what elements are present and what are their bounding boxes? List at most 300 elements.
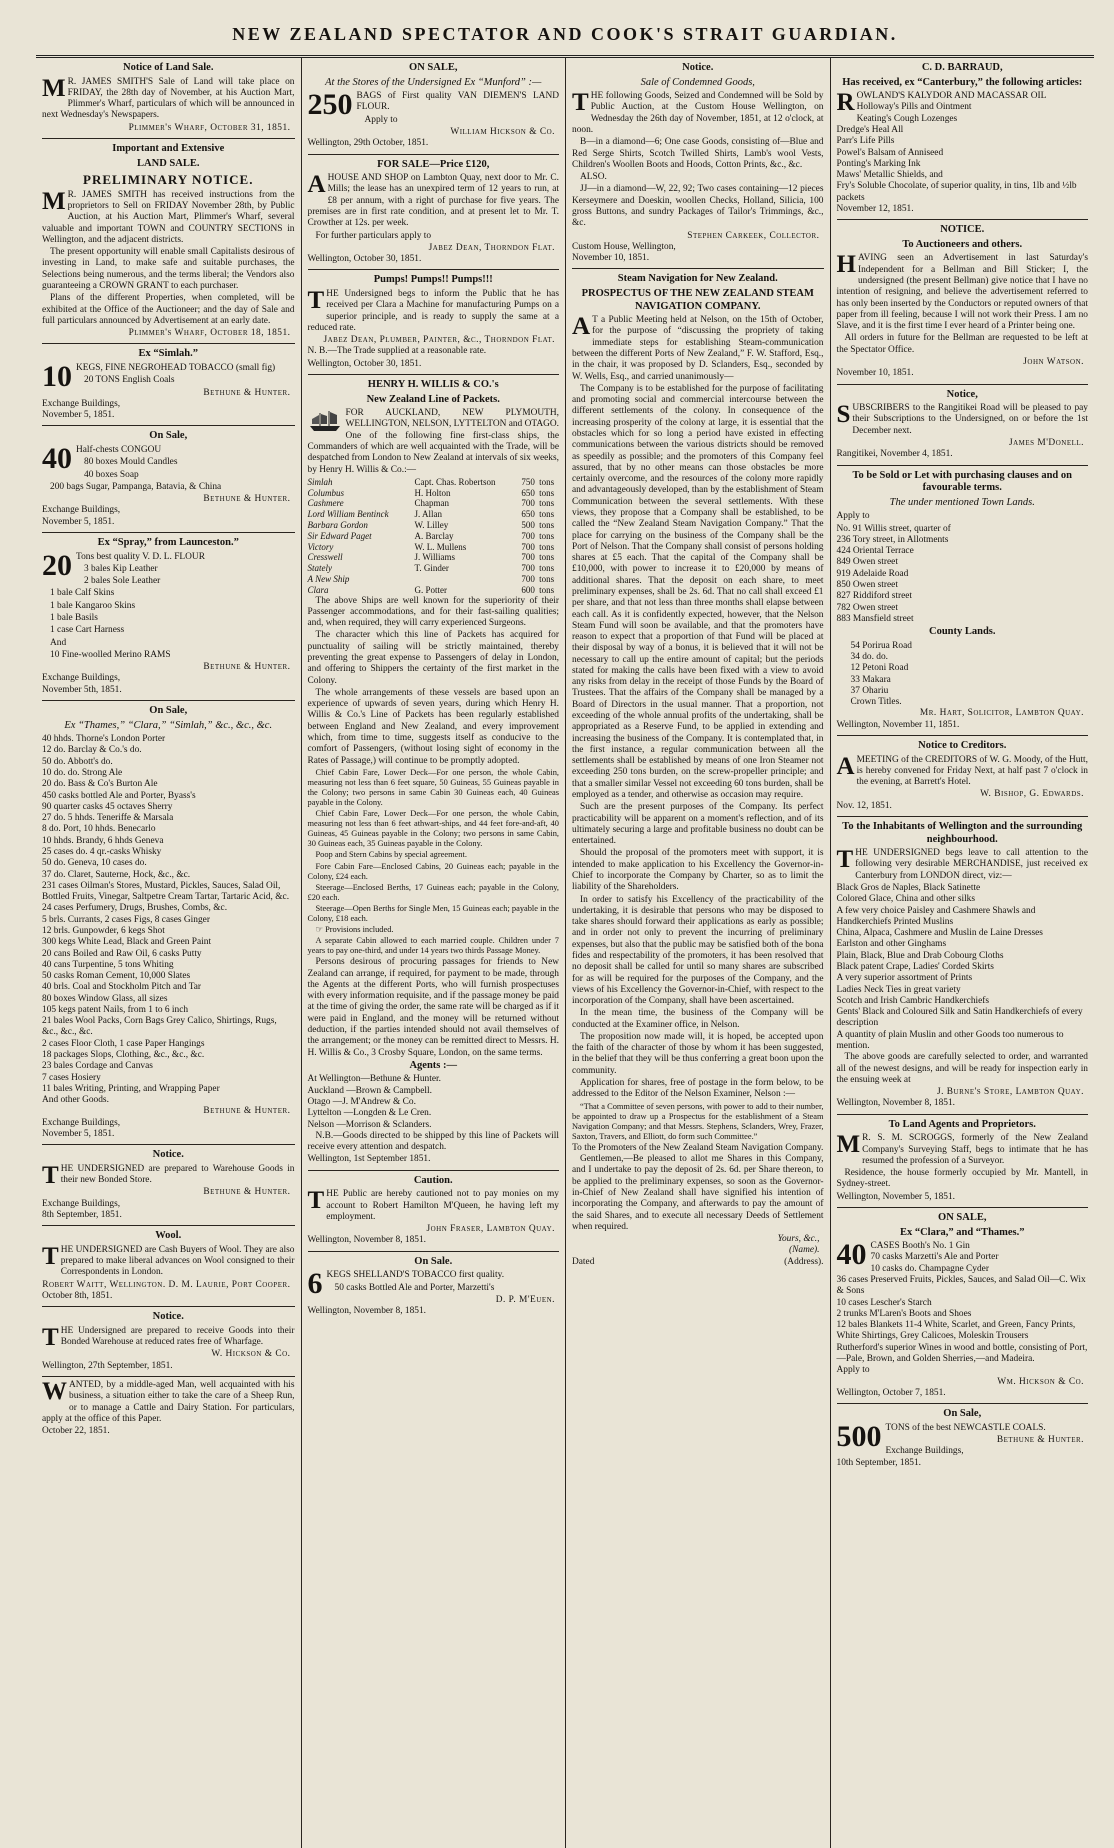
ad-list-item: Maws' Metallic Shields, and xyxy=(836,170,943,181)
ad-list-item: 10 cases Lescher's Starch xyxy=(836,1297,932,1308)
ad-paragraph: Plans of the different Properties, when completed, will be exhibited at the Office of the Auctioneer; and the day of Sale and full particulars announced by Advertisement at an early date. xyxy=(42,293,295,326)
ad-list-item: 70 casks Marzetti's Ale and Porter xyxy=(870,1252,999,1263)
ad-paragraph: B—in a diamond—6; One case Goods, consisting of—Blue and Red Serge Shirts, Scotch Twilled Shirts, Lamb's wool Vests, Children's Woollen Boots and Hoods, Cotton Prints, &c., &c. xyxy=(572,137,824,170)
ad-signature: Bethune & Hunter. xyxy=(996,1434,1084,1445)
ship-row xyxy=(308,498,560,509)
ad-dateline: 10th September, 1851. xyxy=(836,1457,922,1468)
drop-cap: A xyxy=(307,171,326,199)
ad-paragraph: 20 TONS English Coals xyxy=(84,375,175,386)
ad-dateline: Exchange Buildings, xyxy=(42,1198,121,1209)
advertisement xyxy=(837,736,1089,817)
ship-tonnage: 700 xyxy=(521,574,535,585)
ad-list-item: 24 cases Perfumery, Drugs, Brushes, Combs, &c. xyxy=(42,903,228,914)
ad-dateline: Exchange Buildings, xyxy=(42,1117,121,1128)
ad-heading: NOTICE. xyxy=(940,224,985,236)
advertisement xyxy=(42,426,295,533)
ship-tonnage: 700 xyxy=(521,530,535,541)
ship-captain: Capt. Chas. Robertson xyxy=(414,476,496,487)
ad-paragraph: Should the proposal of the promoters meet with support, it is intended to make application to his Excellency the Governor-in-Chief to incorporate the Company by Charter, so as to limit the liability of the Shareholders. xyxy=(572,848,824,893)
ad-signature: Bethune & Hunter. xyxy=(203,662,291,673)
ad-heading: Ex “Simlah.” xyxy=(138,348,198,360)
ad-quantity: 10 xyxy=(42,360,72,394)
ship-unit: tons xyxy=(539,509,555,520)
ad-quantity: 6 xyxy=(307,1267,323,1301)
ad-signature: Mr. Hart, Solicitor, Lambton Quay. xyxy=(919,708,1084,719)
drop-cap: T xyxy=(307,1187,325,1215)
advertisement xyxy=(42,1145,295,1226)
ad-list-item: 20 cans Boiled and Raw Oil, 6 casks Putty xyxy=(42,948,202,959)
ad-paragraph: FOR AUCKLAND, NEW PLYMOUTH, WELLINGTON, NELSON, LYTTELTON and OTAGO. One of the following fine first-class ships, the Commanders of which are well acquainted with the Trade, will be despatched from London to New Zealand at intervals of six weeks, by Henry H. Willis & Co.:— xyxy=(307,408,559,475)
ad-list-item: 849 Owen street xyxy=(836,557,898,568)
ad-signature: Jabez Dean, Plumber, Painter, &c., Thorndon Flat. xyxy=(323,335,555,346)
ad-list-item: A very superior assortment of Prints xyxy=(836,973,973,984)
ad-paragraph: JJ—in a diamond—W, 22, 92; Two cases containing—12 pieces Kerseymere and Doeskin, woollen Checks, Holland, Silicia, 100 gross Buttons, and sundry Packages of Tailor's Trimmings, &c., &c. xyxy=(572,184,824,229)
ship-tonnage: 700 xyxy=(521,541,535,552)
ship-row xyxy=(308,542,560,553)
advertisement xyxy=(308,1171,560,1252)
ad-paragraph: HE following Goods, Seized and Condemned will be Sold by Public Auction, at the Custom House Wellington, on Wednesday the 26th day of November, 1851, at 12 o'clock, at noon. xyxy=(572,91,824,136)
ad-signature: Wm. Hickson & Co. xyxy=(997,1376,1084,1387)
ad-paragraph: 3 bales Kip Leather xyxy=(84,563,158,574)
form-address: (Address). xyxy=(784,1256,824,1267)
ships-table xyxy=(308,477,560,596)
ad-signature: James M'Donell. xyxy=(1008,438,1084,448)
ad-list-item: 40 hhds. Thorne's London Porter xyxy=(42,734,166,745)
ad-signature: William Hickson & Co. xyxy=(450,127,555,138)
ad-heading: To be Sold or Let with purchasing clauses and on favourable terms. xyxy=(852,469,1072,494)
ad-dateline: October 22, 1851. xyxy=(42,1426,110,1437)
advertisement xyxy=(837,385,1089,466)
ad-list-item: 12 do. Barclay & Co.'s do. xyxy=(42,745,142,756)
ad-list-item: China, Alpaca, Cashmere and Muslin de Laine Dresses xyxy=(836,928,1043,939)
ad-list-item: 40 brls. Coal and Stockholm Pitch and Tar xyxy=(42,982,202,993)
drop-cap: T xyxy=(307,287,325,315)
agents-heading: Agents :— xyxy=(409,1059,458,1071)
ad-paragraph: UBSCRIBERS to the Rangitikei Road will be pleased to pay their Subscriptions to the Undersigned, on or before the 1st December next. xyxy=(852,403,1088,436)
ad-dateline: 8th September, 1851. xyxy=(42,1210,122,1220)
ad-signature: Robert Waitt, Wellington. D. M. Laurie, Port Cooper. xyxy=(42,1279,291,1290)
ship-captain: H. Holton xyxy=(414,487,451,498)
ad-list-item: 450 casks bottled Ale and Porter, Byass's xyxy=(42,790,196,801)
ad-list-item: 80 boxes Window Glass, all sizes xyxy=(42,993,168,1004)
ship-unit: tons xyxy=(539,552,555,563)
ad-list-item: 883 Mansfield street xyxy=(836,613,914,624)
advertisement xyxy=(308,270,560,375)
ad-signature: John Fraser, Lambton Quay. xyxy=(426,1224,555,1235)
ad-dateline: Wellington, October 7, 1851. xyxy=(836,1387,946,1398)
ad-heading: To the Inhabitants of Wellington and the surrounding neighbourhood. xyxy=(842,821,1083,845)
column-2 xyxy=(301,58,566,1848)
fare-line: Chief Cabin Fare, Lower Deck—For one person, the whole Cabin, measuring not less than 6 feet square, 50 Guineas, 55 Guineas payable in the Colony; two persons in same Cabin 30 Guineas each, 40 Guineas payable in the Colony. xyxy=(307,767,559,808)
ad-signature: Bethune & Hunter. xyxy=(203,1106,291,1117)
advertisement xyxy=(837,1404,1089,1473)
ad-dateline: Wellington, October 30, 1851. xyxy=(307,358,422,369)
ad-list-item: 34 do. do. xyxy=(850,652,888,663)
ad-paragraph: All orders in future for the Bellman are requested to be left at the Spectator Office. xyxy=(836,333,1088,355)
ad-list-item: 10 casks do. Champagne Cyder xyxy=(870,1263,989,1274)
ad-heading: ON SALE, xyxy=(409,62,458,73)
ad-paragraph: R. JAMES SMITH has received instructions from the proprietors to Sell on FRIDAY November 28th, by Public Auction, at his Auction Mart, Plimmer's Wharf, several valuable and important TOWN and COUNTRY SECTIONS in Wellington, and the adjacent districts. xyxy=(42,189,295,245)
ad-paragraph: For further particulars apply to xyxy=(315,230,432,241)
ad-heading: C. D. BARRAUD, xyxy=(921,62,1003,73)
ship-row xyxy=(308,477,560,488)
advertisement xyxy=(572,269,824,1272)
ad-subheading: Has received, ex “Canterbury,” the following articles: xyxy=(842,76,1083,88)
ad-list-item: 21 bales Wool Packs, Corn Bags Grey Calico, Shirtings, Rugs, &c., &c., &c. xyxy=(42,1016,277,1038)
ad-list-item: 2 trunks M'Laren's Boots and Shoes xyxy=(836,1308,972,1319)
ad-paragraph: KEGS SHELLAND'S TOBACCO first quality. xyxy=(326,1270,505,1281)
ad-paragraph: And xyxy=(50,637,67,648)
ad-subheading: County Lands. xyxy=(928,626,996,638)
ad-heading: Notice to Creditors. xyxy=(918,740,1007,751)
form-text: Gentlemen,—Be pleased to allot me Shares in this Company, and I undertake to pay the deposit of 2s. 6d. per Share thereon, to be applied to the preliminary expenses, so soon as the Governor-in-Chief of New Zealand shall have signified his intention of incorporating the Company, and afterwards to pay the amount of the said Shares, and to execute all necessary Deeds of Settlement when required. xyxy=(572,1154,824,1232)
ad-dateline: Custom House, Wellington, xyxy=(572,241,676,252)
ship-row xyxy=(308,585,560,596)
ad-paragraph: 1 bale Kangaroo Skins xyxy=(50,600,136,611)
ad-list-item: 231 cases Oilman's Stores, Mustard, Pickles, Sauces, Salad Oil, Bottled Fruits, Vinegar, Saltpetre Cream Tartar, Tartaric Acid, &c. xyxy=(42,880,290,903)
ad-signature: Stephen Carkeek, Collector. xyxy=(687,230,820,241)
ad-dateline: November 5th, 1851. xyxy=(42,684,122,695)
advertisement xyxy=(837,817,1089,1115)
ad-heading: Notice. xyxy=(682,62,714,73)
ad-list-item: 236 Tory street, in Allotments xyxy=(836,534,949,545)
ad-paragraph: HE Undersigned begs to inform the Public that he has received per Clara a Machine for manufacturing Pumps on a superior principle, and is ready to supply the same at a reduced rate. xyxy=(307,289,559,333)
columns xyxy=(36,58,1094,1848)
ad-subheading: To Auctioneers and others. xyxy=(902,238,1023,250)
ad-dateline: November 5, 1851. xyxy=(42,516,115,527)
ad-list-item: A few very choice Paisley and Cashmere Shawls and Handkerchiefs Printed Muslins xyxy=(836,905,1036,927)
sailing-ship-icon xyxy=(308,410,342,432)
ad-paragraph: The above Ships are well known for the superiority of their Passenger accommodations, and for their fast-sailing qualities; and, when required, they will carry experienced Surgeons. xyxy=(307,595,559,629)
ship-unit: tons xyxy=(539,574,555,585)
ad-signature: John Watson. xyxy=(1023,357,1084,367)
ad-list-item: Earlston and other Ginghams xyxy=(836,939,947,950)
ad-list-item: Gents' Black and Coloured Silk and Satin Handkerchiefs of every description xyxy=(836,1007,1083,1029)
ad-list-item: 7 cases Hosiery xyxy=(42,1072,101,1083)
ad-dateline: Exchange Buildings, xyxy=(42,398,121,409)
ad-paragraph: The Company is to be established for the purpose of facilitating and promoting social and commercial intercourse between the different settlements of the colony. In consequence of the increasing prosperity of the colony at large, it is essential that the obstacles which for so long a period have existed in effecting communications between the various districts should be removed as speedily as possible; and the promoters of this Company feel assured, that by no other means can those obstacles be more certainly overcome, and the resources of the colony more rapidly and advantageously developed, than by the establishment of Steam Communication between the several settlements. With these views, they propose that a Company shall be established, to be called the “New Zealand Steam Navigation Company.” That the place for carrying on the business of the Company shall be the Port of Nelson. That the Company shall consist of persons holding shares at £5 each. That the capital of the Company shall be £10,000, with power to increase it to £20,000 by means of additional shares. That the deposit on each share, to meet preliminary expenses, shall be 2s. 6d. That no call shall exceed £1 per share, and that not less than three months shall elapse between each call. As it is confidently expected, however, that the Nelson Steam Fund will soon be available, and that the promoters have reason to expect that a proportion of that Fund will be placed at their disposal by way of a bonus, it is believed that it will not be necessary to call up the entire amount of capital; but the periods stated for making the calls have been fixed with a view to avoid any risks from delay in the receipt of those Funds by the Board of Trustees. That the affairs of the Company shall be managed by a Board of Directors in the usual manner. That a proportion, not exceeding of the whole annual profits of the undertaking, shall be appropriated as a Reserve Fund, to be applied in extending and increasing the business of the Company. It is contemplated that, in the first instance, a regular communication between all the settlements shall be established by means of one Iron Steamer not exceeding 250 tons burden, on the screw-propeller principle; and that a smaller similar Vessel not exceeding 60 tons burden, shall be employed as a tender, and otherwise as occasion may require. xyxy=(572,383,824,800)
ad-list-item: Colored Glace, China and other silks xyxy=(836,894,976,905)
ad-dateline: Wellington, November 11, 1851. xyxy=(836,719,960,730)
ship-unit: tons xyxy=(539,476,555,487)
ad-paragraph: Apply to xyxy=(364,114,398,125)
advertisement xyxy=(837,1115,1089,1208)
advertisement xyxy=(42,1226,295,1307)
ad-list-item: OWLAND'S KALYDOR AND MACASSAR OIL xyxy=(856,91,1047,102)
ship-unit: tons xyxy=(539,563,555,574)
drop-cap: A xyxy=(836,752,855,780)
ad-list-item: 50 do. Abbott's do. xyxy=(42,756,113,767)
ad-dateline: Wellington, October 30, 1851. xyxy=(307,254,422,265)
ad-paragraph: The present opportunity will enable small Capitalists desirous of investing in Land, to make safe and suitable purchases, the Selections being numerous, and the terms liberal; the Vendors also guaranteeing a CROWN GRANT to each purchaser. xyxy=(42,247,295,292)
ship-unit: tons xyxy=(539,541,555,552)
advertisement xyxy=(837,220,1089,384)
ad-quote: “That a Committee of seven persons, with power to add to their number, be appointed to draw up a Prospectus for the establishment of a Steam Navigation Company; and that Messrs. Stephens, Sclanders, Wrey, Frazer, Saxton, Travers, and Elliott, do form such Committee.” xyxy=(572,1101,824,1141)
ad-dateline: Wellington, November 8, 1851. xyxy=(836,1098,955,1109)
ad-heading: Caution. xyxy=(413,1174,453,1186)
advertisement xyxy=(308,375,560,1171)
ad-list-item: 12 brls. Gunpowder, 6 kegs Shot xyxy=(42,925,165,936)
ad-signature: J. Burne's Store, Lambton Quay. xyxy=(936,1087,1084,1098)
ad-signature: Bethune & Hunter. xyxy=(203,387,291,398)
ad-dateline: November 10, 1851. xyxy=(572,253,650,264)
ad-list-item: 23 bales Cordage and Canvas xyxy=(42,1061,153,1072)
advertisement xyxy=(42,58,295,139)
ad-list-item: 105 kegs patent Nails, from 1 to 6 inch xyxy=(42,1004,189,1015)
advertisement xyxy=(308,155,560,271)
ad-paragraph: The above goods are carefully selected to order, and warranted all of the newest designs, and will be ready for inspection early in the ensuing week at xyxy=(836,1052,1088,1085)
ad-paragraph: Tons best quality V. D. L. FLOUR xyxy=(76,551,205,562)
ship-row xyxy=(308,531,560,542)
ship-unit: tons xyxy=(539,498,555,509)
ad-list-item: 40 cans Turpentine, 5 tons Whiting xyxy=(42,959,174,970)
ad-list-item: 37 do. Claret, Sauterne, Hock, &c., &c. xyxy=(42,869,191,880)
ad-list-item: 50 casks Roman Cement, 10,000 Slates xyxy=(42,971,191,982)
ad-list-item: 36 cases Preserved Fruits, Pickles, Sauces, and Salad Oil—C. Wix & Sons xyxy=(836,1274,1086,1297)
ad-heading: On Sale, xyxy=(149,704,188,716)
advertisement xyxy=(308,1252,560,1322)
fare-line: Fore Cabin Fare—Enclosed Cabins, 20 Guineas each; payable in the Colony, £24 each. xyxy=(307,861,559,881)
ad-list-item: 424 Oriental Terrace xyxy=(836,546,914,557)
ad-heading: Important and Extensive xyxy=(112,143,225,154)
ad-paragraph: R. JAMES SMITH'S Sale of Land will take place on FRIDAY, the 28th day of November, at his Auction Mart, Plimmer's Wharf, particulars of which will be announced in next Wednesday's Newspapers. xyxy=(42,76,295,121)
agent-line: Lyttelton —Longden & Le Cren. xyxy=(307,1108,432,1119)
ad-list-item: Ladies Neck Ties in great variety xyxy=(836,984,961,995)
advertisement xyxy=(42,344,295,426)
ad-subheading: New Zealand Line of Packets. xyxy=(366,393,500,405)
ad-list-item: A quantity of plain Muslin and other Goods too numerous to mention. xyxy=(836,1029,1064,1051)
ad-paragraph: R. S. M. SCROGGS, formerly of the New Zealand Company's Surveying Staff, begs to intimate that he has resumed the profession of a Surveyor. xyxy=(862,1133,1088,1166)
fare-line: Steerage—Open Berths for Single Men, 15 Guineas each; payable in the Colony, £18 each. xyxy=(307,903,559,923)
ad-paragraph: Such are the present purposes of the Company. Its perfect practicability will be apparent on a moment's reflection, and of its ultimately securing a large and profitable business no doubt can be entertained. xyxy=(572,802,824,847)
drop-cap: R xyxy=(836,89,855,117)
ad-list-item: 827 Riddiford street xyxy=(836,591,913,602)
ad-subheading: Ex “Clara,” and “Thames.” xyxy=(899,1226,1025,1238)
ad-quantity: 250 xyxy=(307,88,353,122)
ad-heading: Notice of Land Sale. xyxy=(123,62,214,73)
ad-list-item: 37 Ohariu xyxy=(850,685,889,696)
ad-dateline: Exchange Buildings, xyxy=(42,673,121,684)
ad-heading: Ex “Spray,” from Launceston.” xyxy=(97,537,239,548)
ad-paragraph: AVING seen an Advertisement in last Saturday's Independent for a Bellman and Bill Sticker; I, the undersigned (the present Bellman) give notice that I have no intention of resigning, and believe the advertisement referred to has only been inserted by the Conductors or reputed owners of that paper from ill feeling, because I will not work their Press. I am no Slave, and it is the first time I ever heard of a Printer being one. xyxy=(836,253,1088,332)
advertisement xyxy=(572,58,824,269)
ad-list-item: 18 packages Slops, Clothing, &c., &c., &c. xyxy=(42,1050,205,1061)
ship-tonnage: 650 xyxy=(521,487,535,498)
agent-line: At Wellington—Bethune & Hunter. xyxy=(307,1074,441,1085)
ad-subtitle: Ex “Thames,” “Clara,” “Simlah,” &c., &c., &c. xyxy=(64,719,273,731)
ad-paragraph: 80 boxes Mould Candles xyxy=(84,457,178,468)
ad-signature: Bethune & Hunter. xyxy=(203,1187,291,1198)
ship-name: Lord William Bentinck xyxy=(307,509,389,520)
ad-list-item: 919 Adelaide Road xyxy=(836,568,909,579)
ad-paragraph: Apply to xyxy=(836,511,870,522)
ad-list-item: No. 91 Willis street, quarter of xyxy=(836,523,951,534)
agent-line: Nelson —Morrison & Sclanders. xyxy=(307,1119,432,1130)
drop-cap: T xyxy=(42,1161,59,1189)
column-1 xyxy=(36,58,301,1848)
fare-line: A separate Cabin allowed to each married couple. Children under 7 years to pay one-third, and under 14 years two thirds Passage Money. xyxy=(307,936,559,956)
ad-list-item: Dredge's Heal All xyxy=(836,125,904,136)
ship-tonnage: 700 xyxy=(521,563,535,574)
ad-subtitle: At the Stores of the Undersigned Ex “Munford” :— xyxy=(325,76,542,88)
advertisement xyxy=(42,1307,295,1377)
ad-list-item: 2 cases Floor Cloth, 1 case Paper Hangings xyxy=(42,1038,205,1049)
ship-tonnage: 650 xyxy=(521,509,535,520)
ship-unit: tons xyxy=(539,487,555,498)
ship-name: Clara xyxy=(307,584,329,595)
ad-paragraph: KEGS, FINE NEGROHEAD TOBACCO (small fig) xyxy=(76,363,276,374)
ship-name: Cresswell xyxy=(307,552,343,563)
ad-list-item: Apply to xyxy=(836,1365,870,1376)
advertisement xyxy=(42,139,295,344)
ad-list-item: 5 brls. Currants, 2 cases Figs, 8 cases Ginger xyxy=(42,914,210,925)
ship-unit: tons xyxy=(539,530,555,541)
ad-heading: Notice, xyxy=(946,388,978,400)
form-yours: Yours, &c., xyxy=(777,1234,820,1245)
form-heading: To the Promoters of the New Zealand Steam Navigation Company. xyxy=(572,1142,824,1153)
fare-line: ☞ Provisions included. xyxy=(315,925,394,935)
ad-signature: Jabez Dean, Thorndon Flat. xyxy=(428,242,555,253)
drop-cap: W xyxy=(42,1378,67,1405)
ship-tonnage: 700 xyxy=(521,498,535,509)
ship-name: Sir Edward Paget xyxy=(307,530,372,541)
ad-heading: HENRY H. WILLIS & CO.'s xyxy=(367,379,499,390)
ad-signature: Plimmer's Wharf, October 18, 1851. xyxy=(128,328,291,339)
ad-heading: Wool. xyxy=(155,1230,182,1242)
ship-name: Simlah xyxy=(307,476,333,487)
ad-paragraph: ANTED, by a middle-aged Man, well acquainted with his business, a situation either to take the care of a Sheep Run, or to manage a Cattle and Dairy Station. For particulars, apply at the office of this Paper. xyxy=(42,1380,295,1424)
ship-row xyxy=(308,509,560,520)
ad-paragraph: The proposition now made will, it is hoped, be accepted upon the faith of the character of those by whom it has been suggested, in the belief that they will be thus conferring a great boon upon the community. xyxy=(572,1031,824,1076)
ad-subheading: PROSPECTUS OF THE NEW ZEALAND STEAM NAVIGATION COMPANY. xyxy=(581,288,814,312)
ad-list-item: 20 do. Bass & Co's Burton Ale xyxy=(42,779,158,790)
ad-list-item: And other Goods. xyxy=(42,1095,109,1106)
column-3 xyxy=(565,58,830,1848)
agent-line: Auckland —Brown & Campbell. xyxy=(307,1085,432,1096)
ad-list-item: 90 quarter casks 45 octaves Sherry xyxy=(42,801,173,812)
ad-heading: On Sale. xyxy=(414,1255,453,1267)
ad-paragraph: Application for shares, free of postage in the form below, to be addressed to the Editor of the Nelson Examiner, Nelson :— xyxy=(572,1078,824,1100)
drop-cap: T xyxy=(572,89,589,117)
ad-paragraph: T a Public Meeting held at Nelson, on the 15th of October, for the purpose of “discussing the propriety of taking immediate steps for establishing Steam-communication between the different Ports of New Zealand,” F. W. Stafford, Esq., in the chair, it was proposed by D. Sclanders, Esq., seconded by W. Wells, Esq., and carried unanimously— xyxy=(572,315,824,382)
drop-cap: T xyxy=(42,1242,59,1270)
ad-list-item: 12 bales Blankets 11-4 White, Scarlet, and Green, Fancy Prints, White Shirtings, Grey Calicoes, Moleskin Trousers xyxy=(836,1320,1076,1342)
form-dated-row xyxy=(572,1257,824,1268)
ad-list-item: 782 Owen street xyxy=(836,602,898,613)
ad-heading: Steam Navigation for New Zealand. xyxy=(617,273,778,285)
ship-captain: Chapman xyxy=(414,498,450,509)
ad-signature: D. P. M'Euen. xyxy=(495,1294,555,1305)
ship-captain xyxy=(415,574,522,585)
drop-cap: H xyxy=(836,251,856,279)
ad-signature: W. Hickson & Co. xyxy=(211,1349,291,1360)
ad-note: N.B.—Goods directed to be shipped by this line of Packets will receive every attention and despatch. xyxy=(307,1130,559,1153)
ad-quantity: 20 xyxy=(42,548,72,582)
ad-dateline: November 5, 1851. xyxy=(42,410,115,421)
ad-subheading: PRELIMINARY NOTICE. xyxy=(83,172,254,188)
ship-unit: tons xyxy=(539,520,555,531)
ship-row xyxy=(308,488,560,499)
ship-tonnage: 750 xyxy=(521,476,535,487)
ship-captain: W. Lilley xyxy=(414,520,449,531)
ad-paragraph: HOUSE AND SHOP on Lambton Quay, next door to Mr. C. Mills; the lease has an unexpired term of 12 years to run, at £8 per annum, with a right of purchase for five years. The premises are in first rate condition, and at present let to Mr. T. Crowther at 12s. per week. xyxy=(307,173,559,229)
ad-dateline: Wellington, 27th September, 1851. xyxy=(42,1360,173,1371)
ad-list-item: Parr's Life Pills xyxy=(836,136,895,147)
ad-subtitle: Sale of Condemned Goods, xyxy=(640,76,755,88)
ad-paragraph: BAGS of First quality VAN DIEMEN'S LAND FLOUR. xyxy=(356,91,559,113)
ship-captain: G. Potter xyxy=(414,584,448,595)
drop-cap: M xyxy=(42,187,66,215)
column-4 xyxy=(830,58,1095,1848)
ad-list-item: 850 Owen street xyxy=(836,580,898,591)
ad-paragraph: Persons desirous of procuring passages for friends to New Zealand can arrange, if required, for payment to be made, through the Agents at the different Ports, who will furnish prospectuses with every information requisite, and if the passage money be paid at the time of giving the order, the same rate will be charged as if it were paid in England, and the money will be returned without deduction, if the parties intended should not avail themselves of the arrangement; or the money can be remitted direct to Messrs. H. H. Willis & Co., 3 Crosby Square, London, on the same terms. xyxy=(307,957,559,1058)
ad-dateline: October 8th, 1851. xyxy=(42,1291,113,1301)
ad-paragraph: The character which this line of Packets has acquired for punctuality of sailing will be strictly maintained, thereby preventing the great expense to Passengers of delay in London, and offering to Shippers the certainty of the first market in the Colony. xyxy=(307,630,559,686)
ad-dateline: Nov. 12, 1851. xyxy=(836,800,892,811)
ad-paragraph: The whole arrangements of these vessels are based upon an experience of upwards of seven years, during which Henry H. Willis & Co.'s Line of Packets has been regularly established between England and New Zealand, and every improvement which, from time to time, suggests itself as conducive to the comfort of Passengers, (without losing sight of economy in the Rates of Passage,) will continue to be promptly adopted. xyxy=(307,687,559,766)
fare-line: Poop and Stern Cabins by special agreement. xyxy=(315,850,467,860)
ship-row xyxy=(308,520,560,531)
ad-paragraph: MEETING of the CREDITORS of W. G. Moody, of the Hutt, is hereby convened for Friday Next, at half past 7 o'clock in the evening, at Barrett's Hotel. xyxy=(856,754,1088,788)
ad-list-item: 300 kegs White Lead, Black and Green Paint xyxy=(42,937,212,948)
ad-dateline: Exchange Buildings, xyxy=(42,505,121,516)
ad-heading: Notice. xyxy=(152,1311,184,1323)
ad-dateline: Wellington, November 5, 1851. xyxy=(836,1191,955,1202)
ad-list-item: 33 Makara xyxy=(850,674,891,685)
ad-signature: Plimmer's Wharf, October 31, 1851. xyxy=(128,122,291,133)
ad-dateline: Rangitikei, November 4, 1851. xyxy=(836,449,953,460)
ad-signature: W. Bishop, G. Edwards. xyxy=(980,789,1084,800)
ad-list-item: Black Gros de Naples, Black Satinette xyxy=(836,883,981,894)
advertisement xyxy=(837,1208,1089,1404)
ad-heading: Notice. xyxy=(152,1149,184,1161)
ad-list-item: Holloway's Pills and Ointment xyxy=(856,102,972,113)
ad-dateline: Exchange Buildings, xyxy=(885,1446,964,1457)
ad-heading: To Land Agents and Proprietors. xyxy=(888,1118,1036,1130)
ad-paragraph: 1 case Cart Harness xyxy=(50,625,125,636)
advertisement xyxy=(42,701,295,1145)
drop-cap: A xyxy=(572,313,591,341)
ad-paragraph: HE UNDERSIGNED are prepared to Warehouse Goods in their new Bonded Store. xyxy=(60,1163,295,1186)
ship-captain: J. Williams xyxy=(414,552,456,563)
ad-dateline: November 5, 1851. xyxy=(42,1129,115,1139)
ad-dateline: November 12, 1851. xyxy=(836,204,914,214)
ad-list-item: 50 do. Geneva, 10 cases do. xyxy=(42,858,147,869)
ship-name: Barbara Gordon xyxy=(307,520,368,531)
ad-list-item: Black patent Crape, Ladies' Corded Skirts xyxy=(836,962,994,972)
ship-captain: J. Allan xyxy=(414,509,443,520)
ad-list-item: Crown Titles. xyxy=(850,697,902,708)
ship-name: Stately xyxy=(307,563,332,574)
ship-row xyxy=(308,574,560,585)
ad-list-item: 10 hhds. Brandy, 6 hhds Geneva xyxy=(42,835,164,846)
ad-list-item: 10 do. do. Strong Ale xyxy=(42,768,123,778)
fare-line: Chief Cabin Fare, Lower Deck—For one person, the whole Cabin, measuring not less than 6 feet athwart-ships, and 44 feet fore-and-aft, 40 Guineas, 45 Guineas payable in the Colony; two persons in same Cabin, 30 Guineas each, 35 Guineas payable in the Colony. xyxy=(307,809,559,849)
ad-heading: Pumps! Pumps!! Pumps!!! xyxy=(373,274,493,286)
ad-paragraph: In order to satisfy his Excellency of the practicability of the undertaking, it is desirable that persons who may be disposed to take shares should forward their applications as early as possible; and in order not only to prevent the incurring of preliminary expenses, but also that the public may be satisfied both of the bona fides and respectability of the promoters, it has been resolved that no deposit shall be called for until so many shares are subscribed for as will be required for the purposes of the Company, and the views of his Excellency the Governor-in-Chief, with respect to the incorporation of the Company, shall have been ascertained. xyxy=(572,894,824,1007)
advertisement xyxy=(42,1377,295,1441)
ad-list-item: CASES Booth's No. 1 Gin xyxy=(870,1241,970,1252)
ship-row xyxy=(308,563,560,574)
ad-heading: ON SALE, xyxy=(938,1211,987,1223)
advertisement xyxy=(308,58,560,155)
ad-paragraph: 10 Fine-woolled Merino RAMS xyxy=(50,649,171,660)
ship-tonnage: 500 xyxy=(521,520,535,531)
ad-paragraph: ALSO. xyxy=(580,172,607,183)
agent-line: Otago —J. M'Andrew & Co. xyxy=(307,1096,416,1107)
ad-dateline: Wellington, November 8, 1851. xyxy=(307,1306,426,1317)
ad-paragraph: 2 bales Sole Leather xyxy=(84,576,161,587)
